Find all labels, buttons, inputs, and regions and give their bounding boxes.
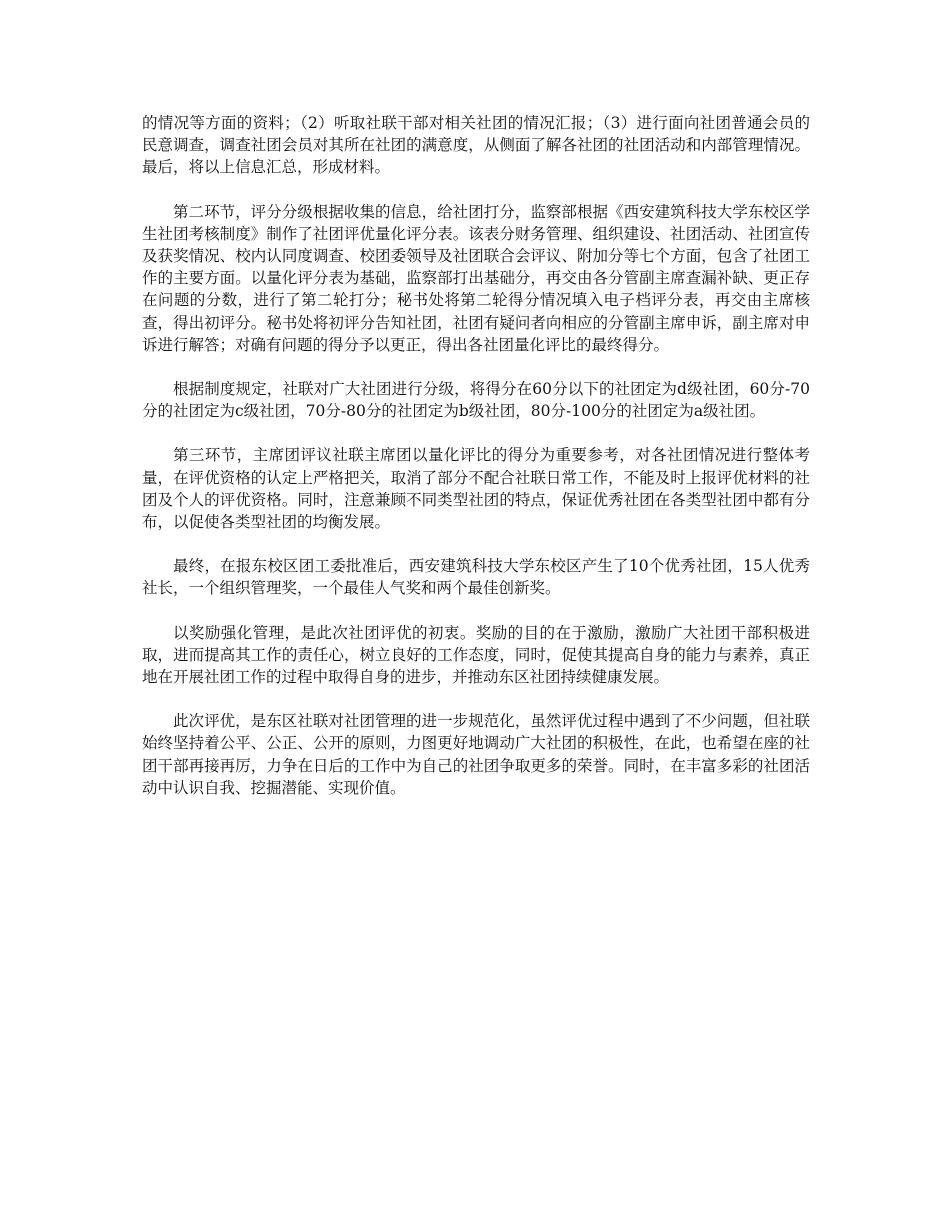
paragraph-grading-rules: 根据制度规定，社联对广大社团进行分级，将得分在60分以下的社团定为d级社团，60分-70分的社团定为c级社团，70分-80分的社团定为b级社团，80分-100分的社团定为a级社团。	[142, 380, 810, 421]
paragraph-results: 最终，在报东校区团工委批准后，西安建筑科技大学东校区产生了10个优秀社团，15人优秀社长，一个组织管理奖，一个最佳人气奖和两个最佳创新奖。	[142, 557, 810, 598]
paragraph-stage-three: 第三环节，主席团评议社联主席团以量化评比的得分为重要参考，对各社团情况进行整体考量，在评优资格的认定上严格把关，取消了部分不配合社联日常工作，不能及时上报评优材料的社团及个人的评优资格。同时，注意兼顾不同类型社团的特点，保证优秀社团在各类型社团中都有分布，以促使各类型社团的均衡发展。	[142, 446, 810, 532]
paragraph-continuation: 的情况等方面的资料；（2）听取社联干部对相关社团的情况汇报；（3）进行面向社团普通会员的民意调查，调查社团会员对其所在社团的满意度，从侧面了解各社团的社团活动和内部管理情况。最后，将以上信息汇总，形成材料。	[142, 114, 810, 177]
document-page	[142, 112, 810, 821]
paragraph-conclusion: 此次评优，是东区社联对社团管理的进一步规范化，虽然评优过程中遇到了不少问题，但社联始终坚持着公平、公正、公开的原则，力图更好地调动广大社团的积极性，在此，也希望在座的社团干部再接再厉，力争在日后的工作中为自己的社团争取更多的荣誉。同时，在丰富多彩的社团活动中认识自我、挖掘潜能、实现价值。	[142, 712, 810, 797]
paragraph-stage-two: 第二环节，评分分级根据收集的信息，给社团打分，监察部根据《西安建筑科技大学东校区学生社团考核制度》制作了社团评优量化评分表。该表分财务管理、组织建设、社团活动、社团宣传及获奖情况、校内认同度调查、校团委领导及社团联合会评议、附加分等七个方面，包含了社团工作的主要方面。以量化评分表为基础，监察部打出基础分，再交由各分管副主席查漏补缺、更正存在问题的分数，进行了第二轮打分；秘书处将第二轮得分情况填入电子档评分表，再交由主席核查，得出初评分。秘书处将初评分告知社团，社团有疑问者向相应的分管副主席申诉，副主席对申诉进行解答；对确有问题的得分予以更正，得出各社团量化评比的最终得分。	[142, 202, 810, 354]
paragraph-purpose: 以奖励强化管理，是此次社团评优的初衷。奖励的目的在于激励，激励广大社团干部积极进取，进而提高其工作的责任心，树立良好的工作态度，同时，促使其提高自身的能力与素养，真正地在开展社团工作的过程中取得自身的进步，并推动东区社团持续健康发展。	[142, 623, 810, 687]
